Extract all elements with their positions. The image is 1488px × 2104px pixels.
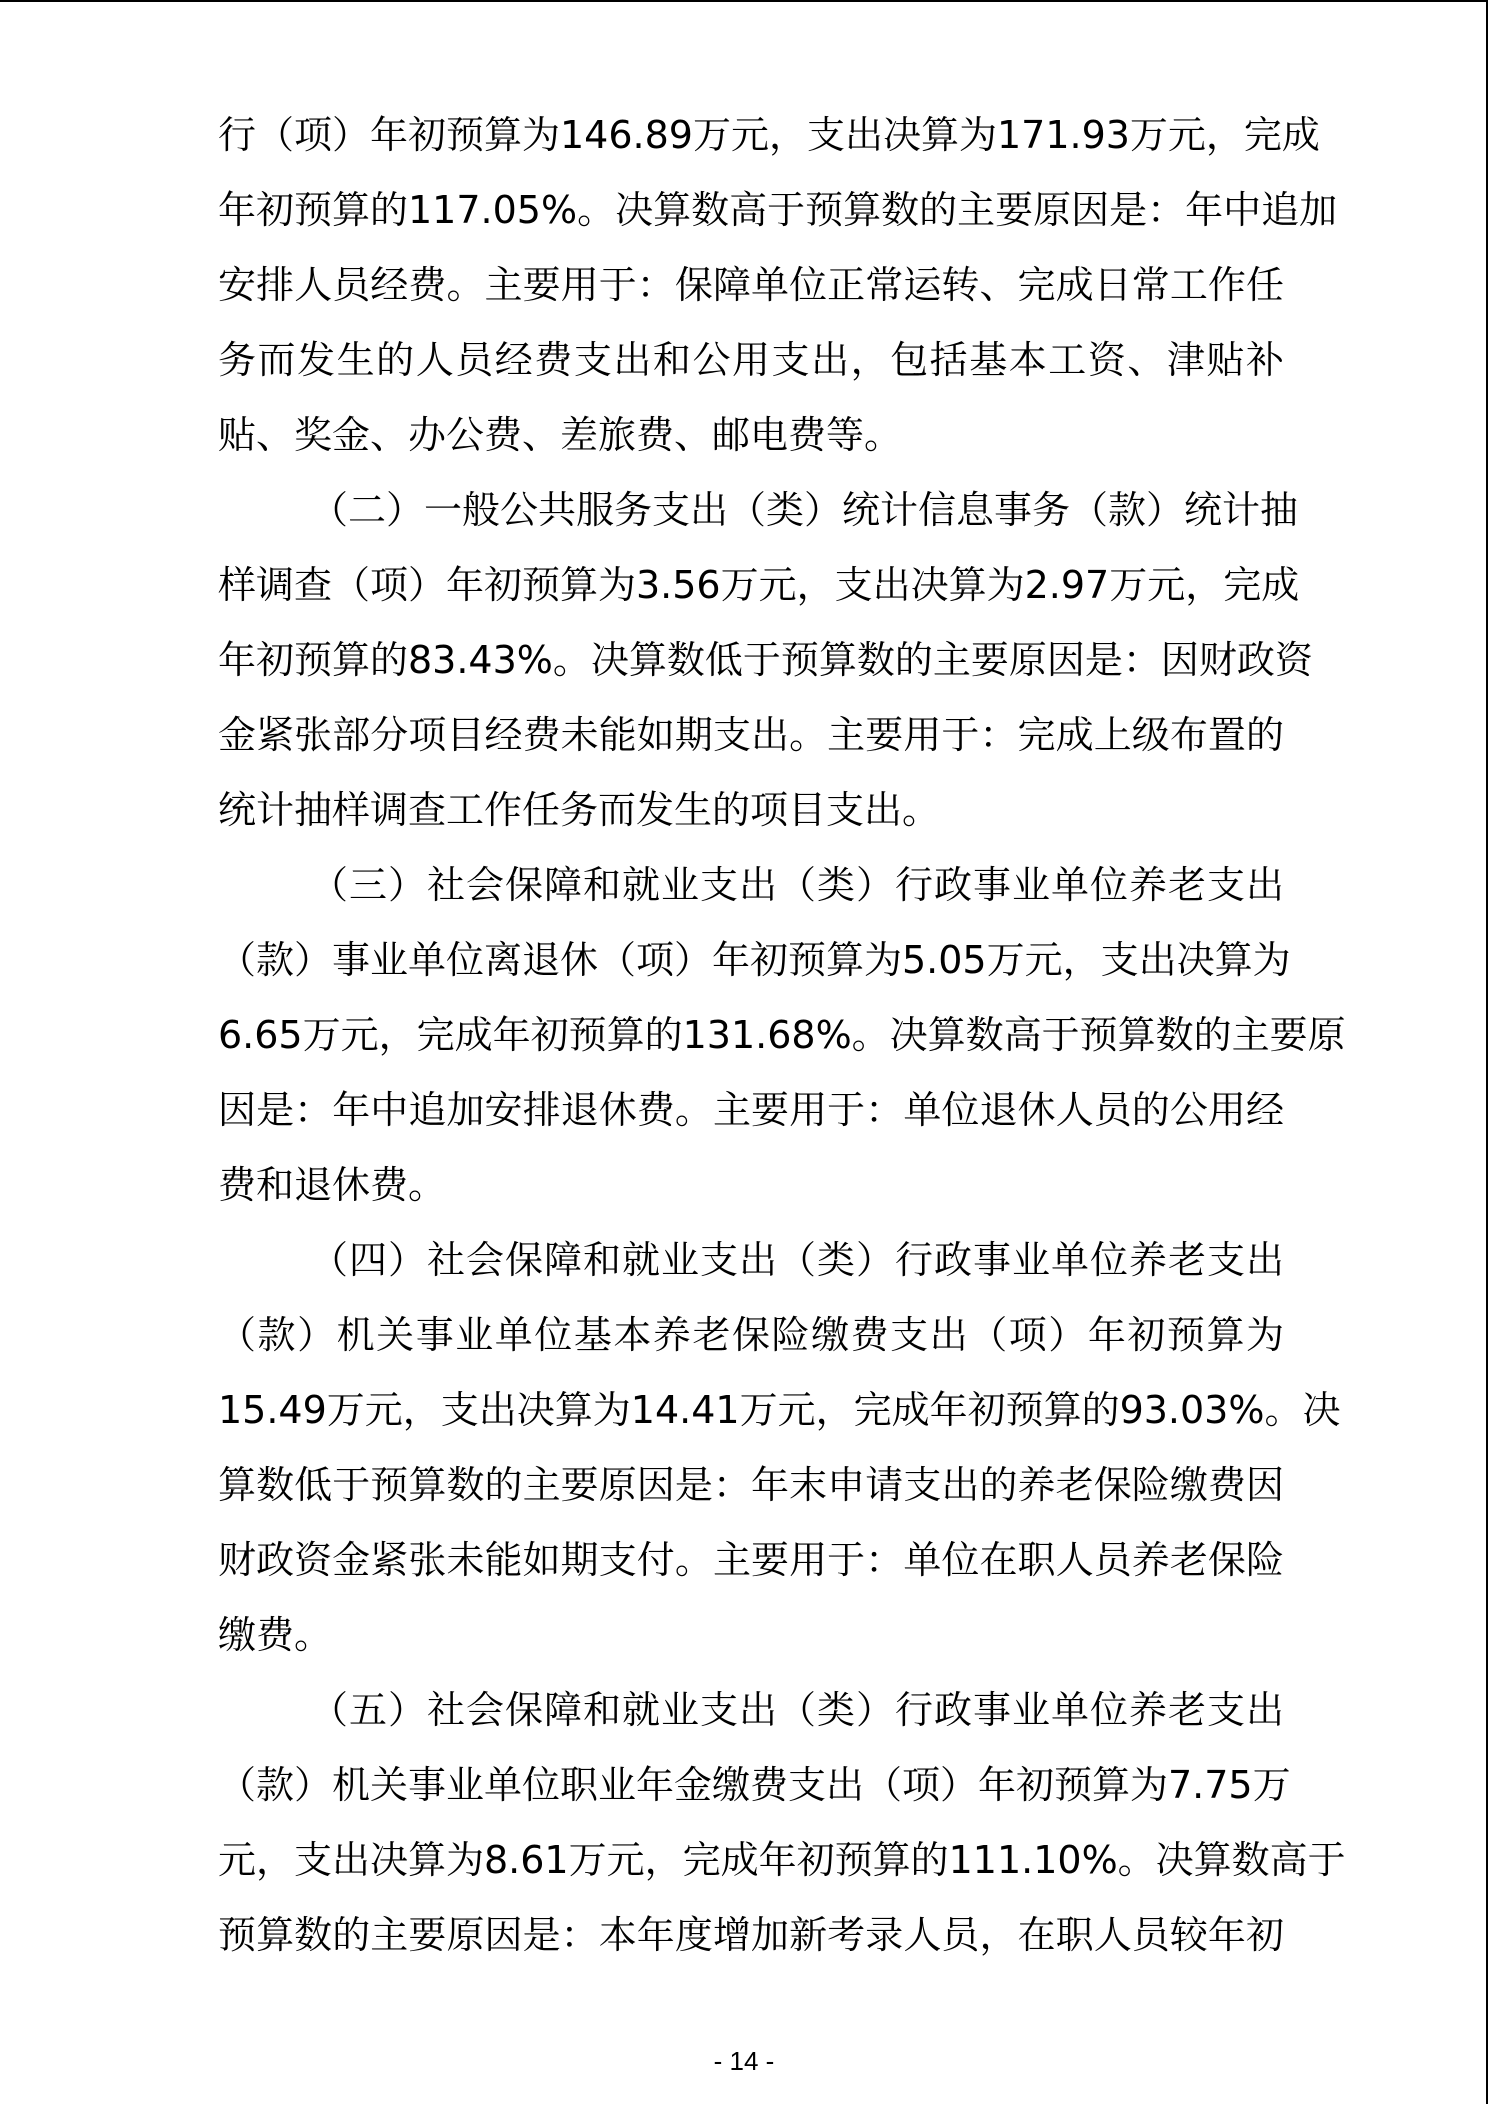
page-top-border bbox=[0, 0, 1488, 2]
text-line: （款）机关事业单位职业年金缴费支出（项）年初预算为7.75万 bbox=[218, 1763, 1291, 1807]
text-line: （款）机关事业单位基本养老保险缴费支出（项）年初预算为 bbox=[218, 1313, 1284, 1357]
text-line: （三）社会保障和就业支出（类）行政事业单位养老支出 bbox=[310, 863, 1284, 907]
text-line: 元，支出决算为8.61万元，完成年初预算的111.10%。决算数高于 bbox=[218, 1838, 1346, 1882]
text-line: 15.49万元，支出决算为14.41万元，完成年初预算的93.03%。决 bbox=[218, 1388, 1341, 1432]
text-line: 6.65万元，完成年初预算的131.68%。决算数高于预算数的主要原 bbox=[218, 1013, 1346, 1057]
text-line: 贴、奖金、办公费、差旅费、邮电费等。 bbox=[218, 413, 903, 457]
text-line: 样调查（项）年初预算为3.56万元，支出决算为2.97万元，完成 bbox=[218, 563, 1300, 607]
text-line: （二）一般公共服务支出（类）统计信息事务（款）统计抽 bbox=[310, 488, 1299, 532]
text-line: 年初预算的117.05%。决算数高于预算数的主要原因是：年中追加 bbox=[218, 188, 1338, 232]
text-line: 缴费。 bbox=[218, 1613, 333, 1657]
page-number: - 14 - bbox=[713, 2046, 775, 2076]
text-line: 安排人员经费。主要用于：保障单位正常运转、完成日常工作任 bbox=[218, 263, 1284, 307]
text-line: 财政资金紧张未能如期支付。主要用于：单位在职人员养老保险 bbox=[218, 1538, 1284, 1582]
text-line: 务而发生的人员经费支出和公用支出，包括基本工资、津贴补 bbox=[218, 338, 1284, 382]
text-line: 预算数的主要原因是：本年度增加新考录人员，在职人员较年初 bbox=[218, 1913, 1284, 1957]
document-body bbox=[218, 98, 1346, 1973]
text-line: （四）社会保障和就业支出（类）行政事业单位养老支出 bbox=[310, 1238, 1284, 1282]
text-line: 因是：年中追加安排退休费。主要用于：单位退休人员的公用经 bbox=[218, 1088, 1284, 1132]
text-line: 统计抽样调查工作任务而发生的项目支出。 bbox=[218, 788, 941, 832]
text-line: 金紧张部分项目经费未能如期支出。主要用于：完成上级布置的 bbox=[218, 713, 1284, 757]
text-line: 算数低于预算数的主要原因是：年末申请支出的养老保险缴费因 bbox=[218, 1463, 1284, 1507]
text-line: 行（项）年初预算为146.89万元，支出决算为171.93万元，完成 bbox=[218, 113, 1320, 157]
text-line: 年初预算的83.43%。决算数低于预算数的主要原因是：因财政资 bbox=[218, 638, 1313, 682]
text-line: 费和退休费。 bbox=[218, 1163, 447, 1207]
text-line: （款）事业单位离退休（项）年初预算为5.05万元，支出决算为 bbox=[218, 938, 1291, 982]
text-line: （五）社会保障和就业支出（类）行政事业单位养老支出 bbox=[310, 1688, 1284, 1732]
